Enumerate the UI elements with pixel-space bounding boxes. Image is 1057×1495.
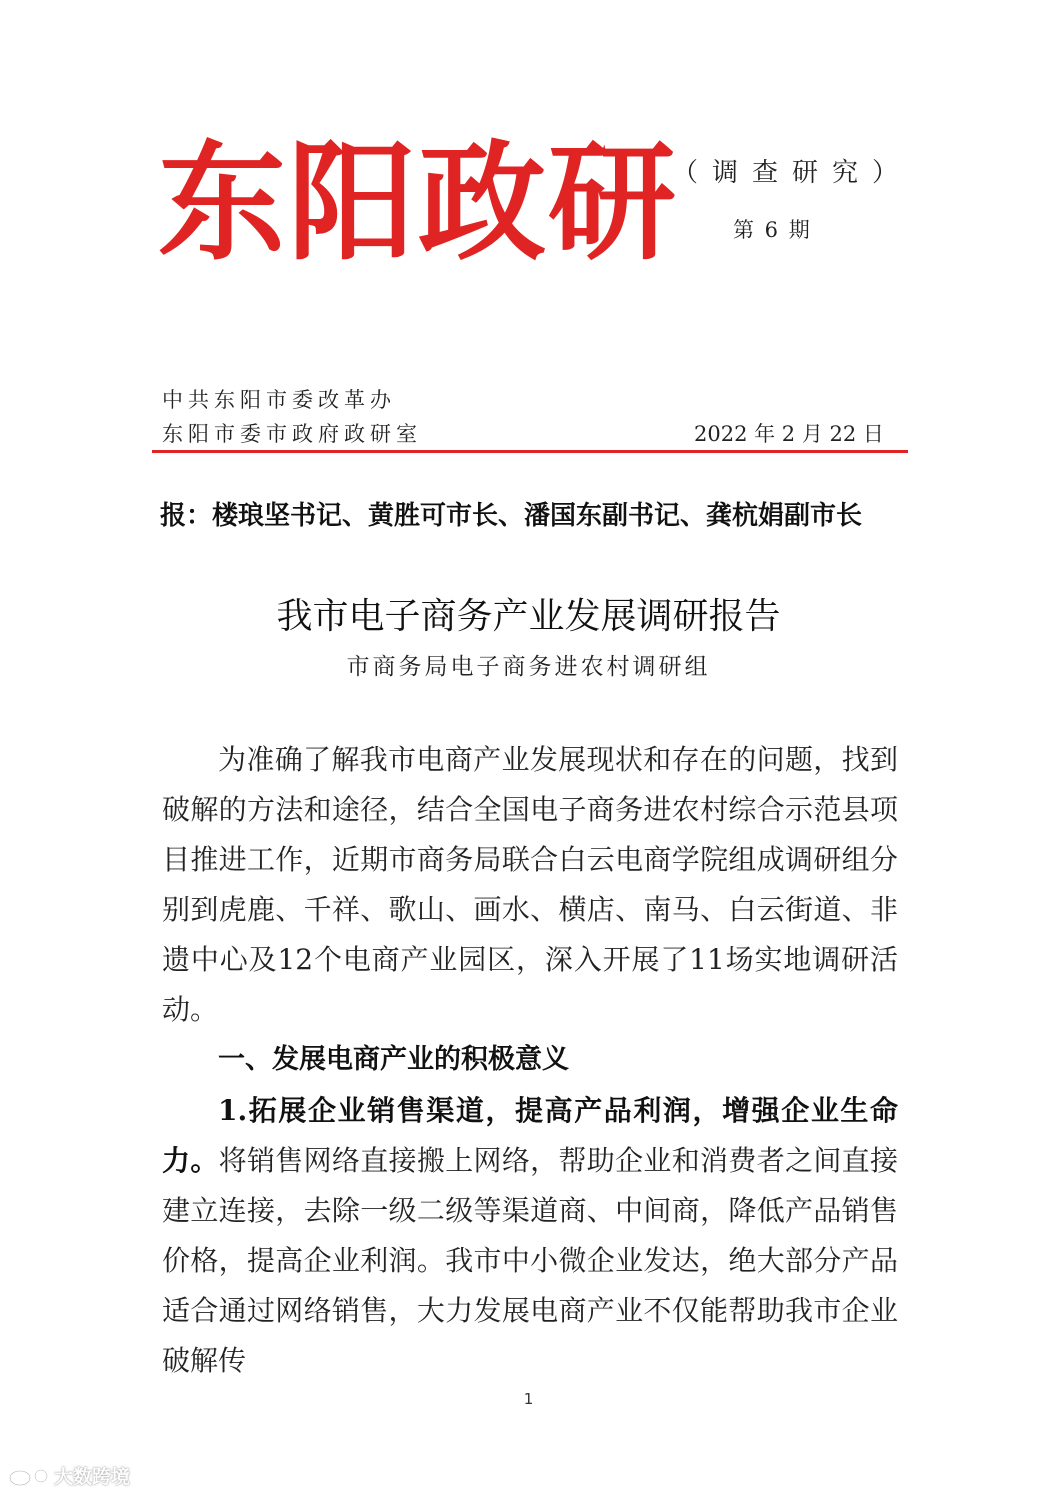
report-title: 我市电子商务产业发展调研报告: [276, 596, 781, 637]
point-1-body: 将销售网络直接搬上网络，帮助企业和消费者之间直接建立连接，去除一级二级等渠道商、中间商，降低产品销售价格，提高企业利润。我市中小微企业发达，绝大部分产品适合通过网络销售，大力发展电商产业不仅能帮助我市企业破解传: [162, 1144, 898, 1377]
page-number: 1: [523, 1390, 534, 1408]
recipients-line: 报：楼琅坚书记、黄胜可市长、潘国东副书记、龚杭娟副市长: [160, 501, 863, 531]
point-1-lead: 1.拓展企业销售渠道，提高产品利润，增强企业生命力。: [162, 1094, 898, 1177]
watermark-text: 大数跨境: [54, 1466, 131, 1488]
section-heading: 一、发展电商产业的积极意义: [218, 1044, 569, 1075]
masthead-title: 东阳政研: [158, 128, 679, 278]
weibo-logo-icon: [8, 1464, 50, 1488]
point-1-paragraph: [162, 1086, 898, 1386]
issuing-org-2: 东阳市委市政府政研室: [162, 422, 422, 446]
issue-date: 2022 年 2 月 22 日: [694, 422, 884, 446]
issuing-org-1: 中共东阳市委改革办: [162, 388, 396, 412]
watermark: [8, 1462, 130, 1489]
publication-kind: （调查研究）: [672, 158, 913, 188]
red-divider: [152, 450, 908, 453]
intro-paragraph: 为准确了解我市电商产业发展现状和存在的问题，找到破解的方法和途径，结合全国电子商务进农村综合示范县项目推进工作，近期市商务局联合白云电商学院组成调研组分别到虎鹿、千祥、歌山、画水、横店、南马、白云街道、非遗中心及12个电商产业园区，深入开展了11场实地调研活动。: [162, 743, 898, 1026]
report-author: 市商务局电子商务进农村调研组: [346, 654, 711, 680]
issue-number: 第 6 期: [733, 218, 812, 242]
